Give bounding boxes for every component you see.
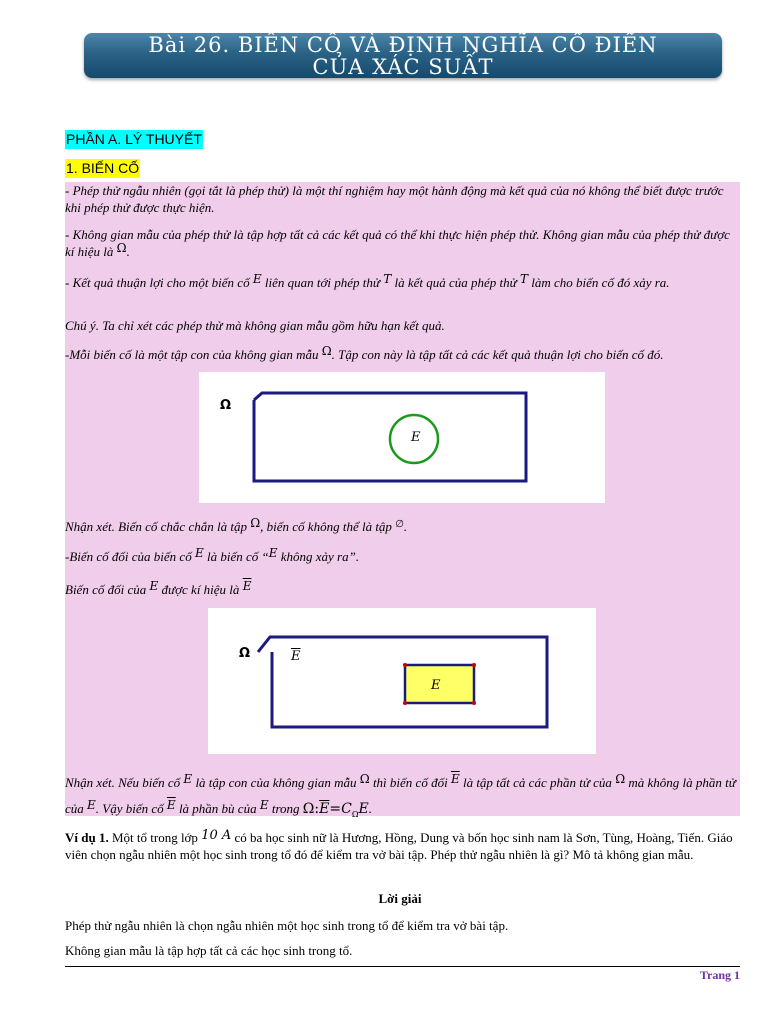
formula-sub-omega: Ω	[351, 809, 359, 819]
formula-eq: =	[329, 801, 342, 817]
remark-1-a: Nhận xét. Biến cố chắc chắn là tập	[65, 519, 251, 534]
title-line-2: CỦA XÁC SUẤT	[312, 55, 494, 79]
omega-symbol: Ω	[250, 516, 261, 530]
figure-complement	[208, 608, 596, 754]
e-bar-symbol: $\overline{E}$	[242, 579, 252, 593]
theory-p3-a: - Kết quả thuận lợi cho một biến cố	[65, 275, 253, 290]
theory-p5	[65, 346, 740, 364]
omega-symbol: Ω	[321, 344, 332, 358]
subsection-title: 1. BIẾN CỐ	[66, 160, 140, 176]
e-symbol: E	[259, 798, 269, 812]
e-symbol: E	[268, 546, 278, 560]
title-line-1: Bài 26. BIẾN CỐ VÀ ĐỊNH NGHĨA CỔ ĐIỂN	[148, 33, 658, 57]
remark-4-d: là tập tất cả các phần tử của	[459, 775, 616, 790]
theory-p2	[65, 226, 740, 261]
corner-point	[472, 701, 476, 705]
e-bar-symbol: $\overline{E}$	[166, 798, 176, 812]
remark-1-c: .	[403, 519, 408, 534]
remark-4-e: mà không là phần tử của	[65, 775, 736, 816]
complement-formula	[303, 801, 369, 817]
t-symbol: T	[520, 272, 529, 286]
title-banner	[84, 33, 722, 78]
remark-4-a: Nhận xét. Nếu biến cố	[65, 775, 184, 790]
formula-c: C	[341, 801, 352, 817]
theory-p3-d: làm cho biến cố đó xảy ra.	[528, 275, 670, 290]
footer-divider	[65, 966, 740, 967]
remark-2-b: là biến cố “	[203, 549, 269, 564]
remark-3-b: được kí hiệu là	[158, 582, 243, 597]
e-symbol: E	[183, 772, 193, 786]
figure-sample-space	[199, 372, 605, 503]
theory-p1: - Phép thử ngẫu nhiên (gọi tắt là phép thử) là một thí nghiệm hay một hành động mà kết quả của nó không thể biết được trước khi phép thử được thực hiện.	[65, 183, 724, 215]
theory-p2-text: - Không gian mẫu của phép thử là tập hợp tất cả các kết quả có thể khi thực hiện phép thử. Không gian mẫu của phép thử được kí hiệu là	[65, 227, 730, 259]
page-number: Trang 1	[699, 968, 740, 982]
remark-3-a: Biến cố đối của	[65, 582, 150, 597]
solution-title: Lời giải	[378, 891, 422, 906]
remark-4-g: là phần bù của	[175, 801, 260, 816]
sample-space-rect	[258, 637, 547, 727]
example-text-a: Một tổ trong lớp	[108, 830, 202, 845]
corner-point	[403, 663, 407, 667]
figure-2-svg	[208, 608, 596, 754]
theory-p3-c: là kết quả của phép thử	[391, 275, 521, 290]
remark-4	[65, 770, 740, 828]
omega-symbol: Ω	[615, 772, 626, 786]
omega-label: Ω	[220, 398, 232, 413]
corner-point	[472, 663, 476, 667]
example-text-b: có ba học sinh nữ là Hương, Hồng, Dung và bốn học sinh nam là Sơn, Tùng, Hoàng, Tiến. Giáo viên chọn ngẫu nhiên một học sinh trong tổ đó để kiểm tra vở bài tập. Phép thử ngẫu nhiên là gì? Mô tả không gian mẫu.	[65, 830, 733, 862]
theory-p4: Chú ý. Ta chỉ xét các phép thử mà không gian mẫu gồm hữu hạn kết quả.	[65, 318, 445, 333]
corner-point	[403, 701, 407, 705]
e-symbol: E	[149, 579, 159, 593]
remark-4-b: là tập con của không gian mẫu	[192, 775, 360, 790]
e-symbol: E	[87, 798, 96, 812]
figure-1-svg	[199, 372, 605, 503]
remark-2	[65, 548, 740, 566]
solution-line-2: Không gian mẫu là tập hợp tất cả các học sinh trong tổ.	[65, 943, 353, 958]
remark-3	[65, 581, 740, 599]
solution-line-1: Phép thử ngẫu nhiên là chọn ngẫu nhiên một học sinh trong tổ để kiểm tra vở bài tập.	[65, 918, 509, 933]
e-bar-symbol: $\overline{E}$	[450, 772, 460, 786]
complement-label: $\overline{E}$	[291, 649, 301, 664]
theory-p5-a: -Mỗi biến cố là một tập con của không gian mẫu	[65, 347, 322, 362]
formula-e: E	[358, 801, 369, 817]
remark-1-b: , biến cố không thể là tập	[260, 519, 396, 534]
section-title: PHẦN A. LÝ THUYẾT	[66, 131, 202, 147]
empty-set-symbol: ∅	[395, 519, 404, 530]
theory-p3-b: liên quan tới phép thử	[261, 275, 384, 290]
omega-symbol: Ω	[116, 241, 127, 255]
remark-2-c: không xảy ra”.	[277, 549, 360, 564]
remark-1	[65, 518, 740, 537]
omega-label: Ω	[239, 646, 251, 661]
remark-4-c: thì biến cố đối	[369, 775, 451, 790]
class-name: 10 A	[201, 828, 232, 843]
theory-p3	[65, 274, 740, 292]
theory-p2-end: .	[126, 244, 130, 259]
t-symbol: T	[383, 272, 392, 286]
omega-symbol: Ω	[359, 772, 370, 786]
e-symbol: E	[194, 546, 204, 560]
formula-colon: :	[314, 801, 320, 817]
theory-p5-b: . Tập con này là tập tất cả các kết quả thuận lợi cho biến cố đó.	[331, 347, 664, 362]
e-symbol: E	[252, 272, 262, 286]
remark-4-h: trong	[268, 801, 303, 816]
formula-omega: Ω	[302, 801, 315, 817]
formula-e-bar: $\overline{E}$	[319, 801, 330, 817]
remark-4-i: .	[368, 801, 372, 816]
remark-2-a: -Biến cố đối của biến cố	[65, 549, 195, 564]
example-1	[65, 830, 735, 863]
example-label: Ví dụ 1.	[65, 830, 109, 845]
remark-4-f: . Vậy biến cố	[95, 801, 167, 816]
event-label: E	[411, 430, 421, 445]
event-label: E	[431, 678, 441, 693]
